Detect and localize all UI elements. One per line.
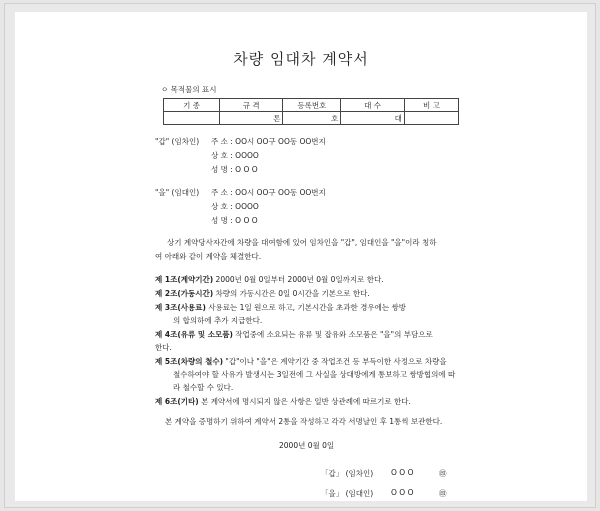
table-cell	[404, 112, 458, 125]
sign-b-label: 「을」 (임대인)	[321, 489, 374, 498]
article-1	[155, 274, 384, 285]
article-text: 의 합의하에 추가 지급한다.	[173, 316, 263, 325]
article-title: 제 1조(계약기간)	[155, 275, 214, 284]
document-title: 차량 임대차 계약서	[233, 50, 369, 68]
closing-statement: 본 계약을 증명하기 위하여 계약서 2통을 작성하고 각각 서명날인 후 1통씩 보관한다.	[165, 417, 443, 426]
party-b-name: 성 명 : O O O	[211, 216, 258, 225]
seal-icon: ㊞	[439, 489, 447, 498]
table-header: 대 수	[341, 99, 404, 112]
table-cell	[164, 112, 220, 125]
article-2	[155, 288, 370, 299]
intro-line: 여 아래와 같이 계약을 체결한다.	[155, 252, 262, 261]
party-a-company: 상 호 : OOOO	[211, 151, 259, 160]
article-4	[155, 329, 433, 340]
document-page	[15, 12, 587, 501]
article-title: 제 3조(사용료)	[155, 303, 206, 312]
table-cell: 톤	[220, 112, 283, 125]
article-text: 작업중에 소요되는 유류 및 잡유와 소모품은 "을"의 부담으로	[235, 330, 433, 339]
article-6	[155, 396, 411, 407]
table-cell: 대	[341, 112, 404, 125]
party-b-company: 상 호 : OOOO	[211, 202, 259, 211]
table-header: 비 고	[404, 99, 458, 112]
article-text: 한다.	[155, 343, 172, 352]
article-text: 차량의 가동시간은 0일 0시간을 기본으로 한다.	[215, 289, 370, 298]
intro-line: 상기 계약당사자간에 차량을 대여함에 있어 임차인을 "갑", 임대인을 "을"이라 칭하	[167, 238, 437, 247]
article-text: "갑"이나 "을"은 계약기간 중 작업조건 등 부득이한 사정으로 차량을	[225, 357, 447, 366]
table-header: 규 격	[220, 99, 283, 112]
article-title: 제 5조(차량의 철수)	[155, 357, 224, 366]
party-a-address: 주 소 : OO시 OO구 OO동 OO번지	[211, 137, 326, 146]
article-text: 철수하여야 할 사유가 발생시는 3일전에 그 사실을 상대방에게 통보하고 쌍방협의에 따	[173, 370, 456, 379]
seal-icon: ㊞	[439, 469, 447, 478]
table-header: 기 종	[164, 99, 220, 112]
article-text: 사용료는 1일 원으로 하고, 기본시간을 초과한 경우에는 쌍방	[208, 303, 407, 312]
article-text: 2000년 0월 0일부터 2000년 0월 0일까지로 한다.	[215, 275, 384, 284]
sign-b-name: O O O	[391, 488, 414, 497]
table-header: 등록번호	[283, 99, 341, 112]
article-title: 제 4조(유류 및 소모품)	[155, 330, 233, 339]
table-header-row	[164, 99, 459, 112]
contract-date: 2000년 0월 0일	[279, 441, 335, 450]
party-a-name: 성 명 : O O O	[211, 165, 258, 174]
article-title: 제 2조(가동시간)	[155, 289, 214, 298]
table-cell: 호	[283, 112, 341, 125]
page-frame	[4, 3, 596, 508]
sign-a-label: 「갑」 (임차인)	[321, 469, 374, 478]
article-5	[155, 356, 447, 367]
article-3	[155, 302, 406, 313]
vehicle-table	[163, 98, 459, 125]
party-b-address: 주 소 : OO시 OO구 OO동 OO번지	[211, 188, 326, 197]
article-text: 라 철수할 수 있다.	[173, 383, 234, 392]
article-text: 본 계약서에 명시되지 않은 사항은 일반 상관례에 따르기로 한다.	[201, 397, 411, 406]
sign-a-name: O O O	[391, 468, 414, 477]
party-b-role: "을" (임대인)	[155, 188, 200, 197]
party-a-role: "갑" (임차인)	[155, 137, 200, 146]
table-row	[164, 112, 459, 125]
article-title: 제 6조(기타)	[155, 397, 199, 406]
object-label: ㅇ 목적물의 표시	[161, 85, 217, 94]
